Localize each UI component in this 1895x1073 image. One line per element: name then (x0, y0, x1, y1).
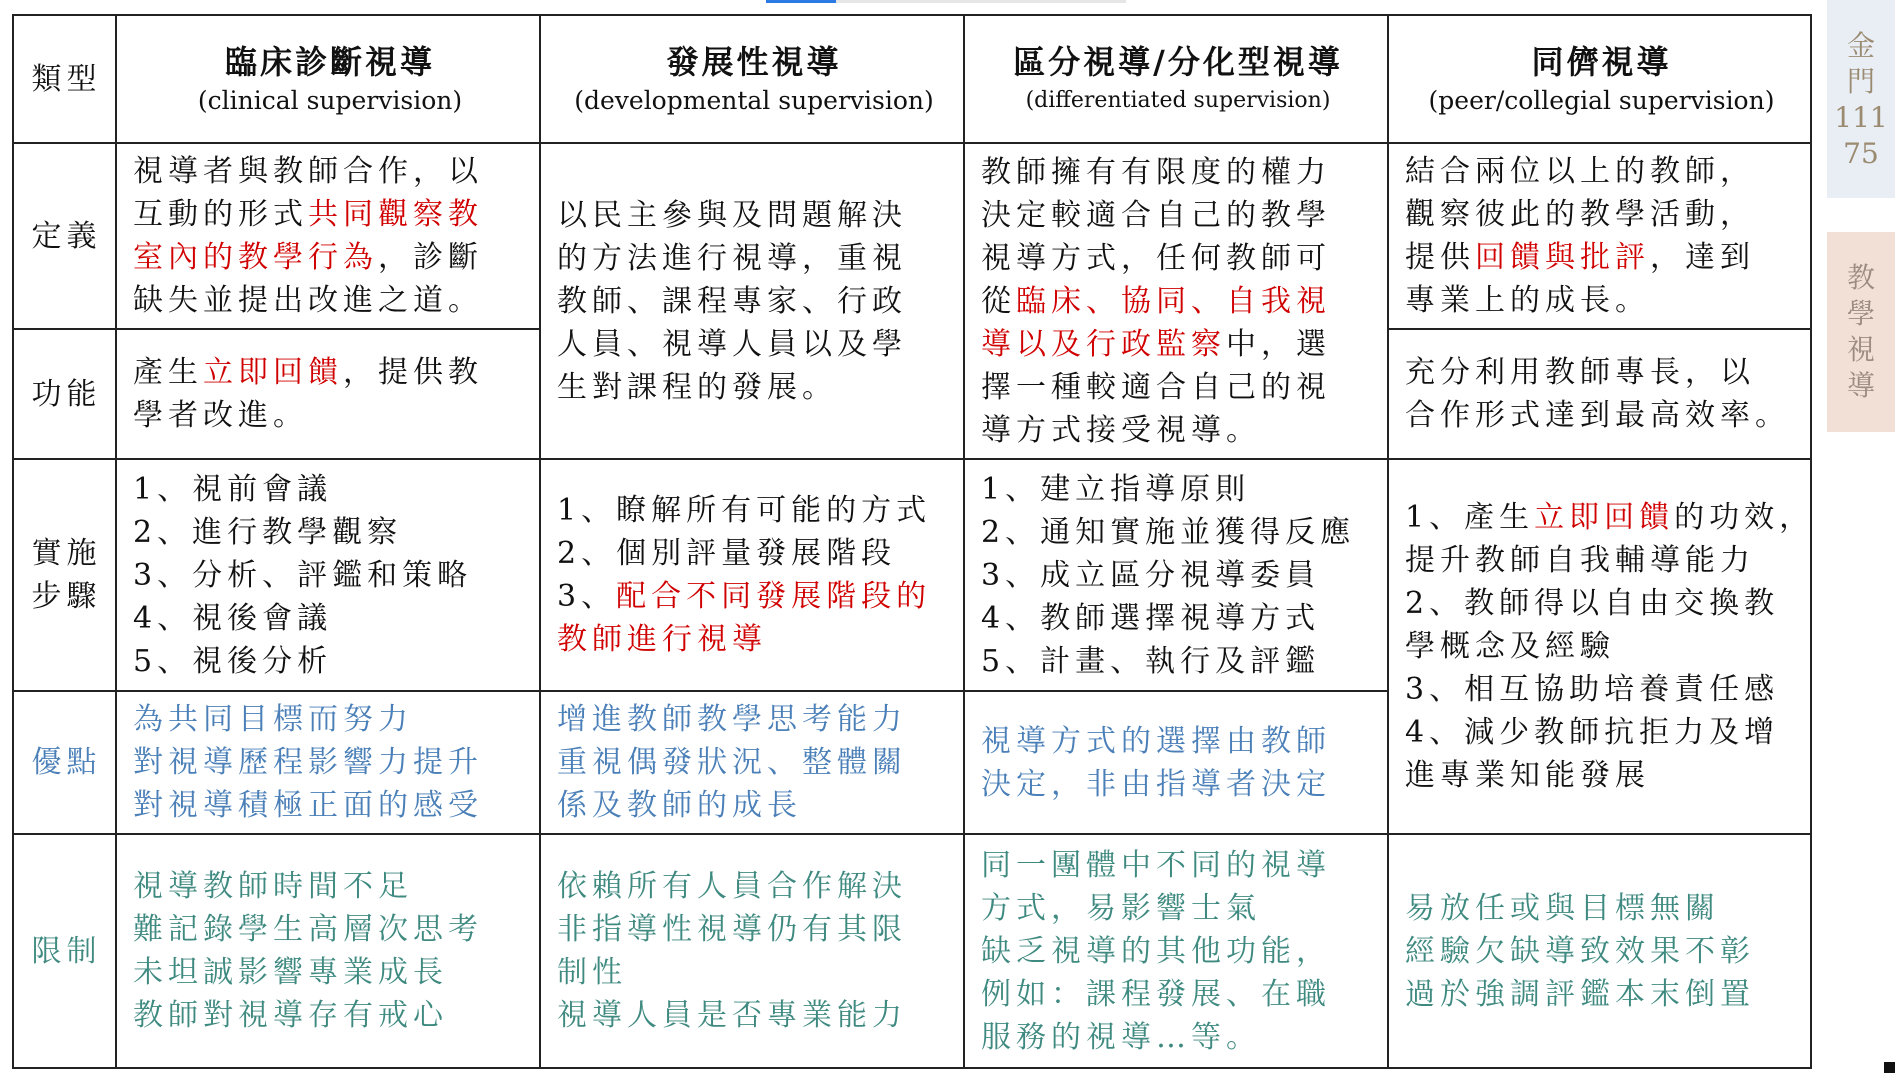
step-item: 2、教師得以自由交換教 (1405, 586, 1780, 621)
text-line (1405, 236, 1798, 279)
text-line: 視導教師時間不足 (133, 869, 413, 904)
label-function: 功能 (13, 329, 116, 459)
advantages-differentiated (964, 691, 1388, 834)
text-line: 決定，非由指導者決定 (981, 766, 1331, 802)
side-tab-exam-char: 門 (1846, 65, 1875, 98)
step-item: 3、成立區分視導委員 (981, 557, 1321, 593)
text-line: 對視導積極正面的感受 (133, 788, 483, 823)
function-clinical (116, 329, 540, 459)
text-span: 互動的形式 (133, 197, 308, 232)
advantages-clinical (116, 691, 540, 834)
highlight-text: 室內的教學行為 (133, 240, 378, 275)
text-line: 非指導性視導仍有其限 (557, 912, 907, 947)
text-line: 視導者與教師合作，以 (133, 154, 483, 189)
step-item: 1、視前會議 (133, 471, 333, 507)
text-line: 缺乏視導的其他功能， (981, 933, 1331, 969)
top-tab-indicator (766, 0, 1126, 3)
step-item: 5、計畫、執行及評鑑 (981, 643, 1321, 679)
limitations-peer (1388, 834, 1811, 1068)
step-item: 學概念及經驗 (1405, 629, 1615, 664)
text-line: 的方法進行視導，重視 (557, 240, 907, 276)
text-line: 難記錄學生高層次思考 (133, 912, 483, 947)
header-differentiated (964, 15, 1388, 143)
text-line: 教師擁有有限度的權力 (981, 154, 1331, 190)
header-peer-zh: 同儕視導 (1531, 43, 1672, 81)
step-item: 3、分析、評鑑和策略 (133, 557, 473, 593)
limitations-row (13, 834, 1811, 1068)
text-line: 擇一種較適合自己的視 (981, 369, 1331, 405)
advantages-developmental (540, 691, 964, 834)
definition-clinical (116, 143, 540, 329)
text-line: 制性 (557, 955, 627, 990)
step-item: 進專業知能發展 (1405, 758, 1650, 793)
steps-differentiated (964, 459, 1388, 691)
step-item: 2、個別評量發展階段 (557, 536, 897, 571)
step-item: 2、進行教學觀察 (133, 514, 403, 550)
text-line (133, 236, 527, 279)
step-item: 4、教師選擇視導方式 (981, 600, 1321, 636)
label-steps-line-2: 步驟 (31, 579, 102, 614)
text-line: 缺失並提出改進之道。 (133, 283, 483, 318)
header-row (13, 15, 1811, 143)
side-tab-subject-char: 學 (1846, 297, 1875, 330)
text-line: 易放任或與目標無關 (1405, 890, 1720, 926)
header-clinical (116, 15, 540, 143)
limitations-developmental (540, 834, 964, 1068)
side-tab-subject[interactable] (1827, 232, 1895, 432)
text-line: 經驗欠缺導致效果不彰 (1405, 933, 1755, 969)
header-clinical-en: (clinical supervision) (197, 86, 463, 115)
header-differentiated-zh: 區分視導/分化型視導 (1013, 43, 1343, 81)
side-tab-subject-char: 導 (1846, 369, 1875, 402)
definition-differentiated (964, 143, 1388, 459)
side-tab-exam-char: 75 (1843, 137, 1879, 170)
text-line (133, 193, 527, 236)
text-line: 以民主參與及問題解決 (557, 197, 907, 233)
header-differentiated-en: (differentiated supervision) (1025, 88, 1331, 113)
text-line: 例如：課程發展、在職 (981, 976, 1331, 1012)
steps-peer (1388, 459, 1815, 834)
text-span: 提供 (1405, 240, 1475, 275)
highlight-text: 教師進行視導 (557, 622, 767, 657)
highlight-text: 回饋與批評 (1475, 240, 1650, 275)
text-line: 學者改進。 (133, 398, 308, 433)
steps-developmental (540, 459, 964, 691)
header-peer-en: (peer/collegial supervision) (1428, 86, 1775, 115)
text-line: 導方式接受視導。 (981, 412, 1261, 448)
text-line: 視導人員是否專業能力 (557, 998, 907, 1033)
side-tab-exam[interactable] (1827, 0, 1895, 198)
text-span: 3、 (557, 579, 617, 614)
text-span: 產生 (133, 355, 203, 390)
text-line: 過於強調評鑑本末倒置 (1405, 976, 1755, 1012)
highlight-text: 立即回饋 (1534, 500, 1675, 535)
text-line: 專業上的成長。 (1405, 283, 1650, 318)
text-span: ，提供教 (343, 355, 483, 390)
step-item: 1、建立指導原則 (981, 471, 1251, 507)
text-line: 方式，易影響士氣 (981, 890, 1261, 926)
label-steps-line-1: 實施 (31, 536, 102, 571)
step-item: 提升教師自我輔導能力 (1405, 543, 1755, 578)
header-developmental (540, 15, 964, 143)
text-line (133, 351, 527, 394)
text-line (981, 280, 1375, 323)
highlight-text: 臨床、協同、自我視 (1016, 283, 1331, 319)
definition-developmental (540, 143, 964, 459)
header-developmental-en: (developmental supervision) (574, 86, 934, 115)
step-item: 3、相互協助培養責任感 (1405, 672, 1780, 707)
limitations-differentiated (964, 834, 1388, 1068)
text-span: 1、產生 (1405, 500, 1535, 535)
text-line: 未坦誠影響專業成長 (133, 955, 448, 990)
side-tab-exam-char: 金 (1846, 29, 1875, 62)
label-limitations: 限制 (13, 834, 116, 1068)
step-item: 5、視後分析 (133, 643, 333, 679)
text-line: 對視導歷程影響力提升 (133, 745, 483, 780)
text-line: 充分利用教師專長，以 (1405, 355, 1755, 390)
step-item: 4、視後會議 (133, 600, 333, 636)
function-peer (1388, 329, 1811, 459)
text-line: 合作形式達到最高效率。 (1405, 398, 1790, 433)
text-line: 重視偶發狀況、整體關 (557, 745, 907, 780)
text-line: 係及教師的成長 (557, 788, 802, 823)
definition-row (13, 143, 1811, 329)
text-line (981, 323, 1375, 366)
text-line: 觀察彼此的教學活動， (1405, 197, 1755, 232)
side-tab-subject-char: 教 (1846, 261, 1875, 294)
text-span: 從 (981, 283, 1016, 319)
header-clinical-zh: 臨床診斷視導 (224, 43, 435, 81)
active-tab-indicator (766, 0, 836, 3)
side-tab-subject-char: 視 (1846, 333, 1875, 366)
text-line: 增進教師教學思考能力 (557, 702, 907, 737)
text-line: 決定較適合自己的教學 (981, 197, 1331, 233)
step-item: 2、通知實施並獲得反應 (981, 514, 1356, 550)
text-line: 服務的視導…等。 (981, 1019, 1261, 1055)
text-line: 視導方式，任何教師可 (981, 240, 1331, 276)
step-item: 1、瞭解所有可能的方式 (557, 493, 932, 528)
highlight-text: 立即回饋 (203, 355, 343, 390)
steps-clinical (116, 459, 540, 691)
text-line: 視導方式的選擇由教師 (981, 723, 1331, 759)
text-line: 人員、視導人員以及學 (557, 326, 907, 362)
text-line: 同一團體中不同的視導 (981, 847, 1331, 883)
highlight-text: 配合不同發展階段的 (616, 579, 932, 614)
side-tab-exam-char: 111 (1834, 101, 1888, 134)
step-item: 4、減少教師抗拒力及增 (1405, 715, 1780, 750)
text-line: 依賴所有人員合作解決 (557, 869, 907, 904)
text-line: 結合兩位以上的教師， (1405, 154, 1755, 189)
highlight-text: 導以及行政監察 (981, 326, 1226, 362)
label-steps (13, 459, 116, 691)
steps-row (13, 459, 1811, 691)
header-type: 類型 (13, 15, 116, 143)
definition-peer (1388, 143, 1811, 329)
limitations-clinical (116, 834, 540, 1068)
text-span: ，診斷 (378, 240, 483, 275)
step-item (557, 575, 951, 618)
text-span: ，達到 (1650, 240, 1755, 275)
supervision-comparison-table (12, 14, 1815, 1069)
text-line: 為共同目標而努力 (133, 702, 413, 737)
header-peer (1388, 15, 1811, 143)
text-line: 生對課程的發展。 (557, 369, 837, 405)
corner-marker (1884, 1062, 1895, 1073)
step-item (1405, 496, 1815, 539)
text-line: 教師、課程專家、行政 (557, 283, 907, 319)
highlight-text: 共同觀察教 (308, 197, 483, 232)
label-advantages: 優點 (13, 691, 116, 834)
header-developmental-zh: 發展性視導 (666, 43, 842, 81)
text-line: 教師對視導存有戒心 (133, 998, 448, 1033)
text-span: 的功效， (1674, 500, 1815, 535)
label-definition: 定義 (13, 143, 116, 329)
text-span: 中，選 (1226, 326, 1331, 362)
